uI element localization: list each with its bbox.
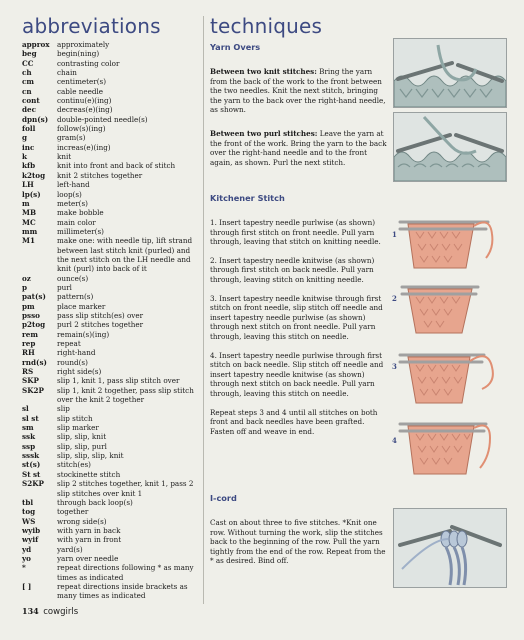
abbreviation-row — [22, 470, 198, 479]
abbreviation-meaning: repeat — [57, 339, 81, 348]
abbreviation-meaning: slip marker — [57, 423, 99, 433]
abbreviation-meaning: pattern(s) — [57, 292, 94, 302]
abbreviation-meaning: together — [57, 507, 89, 517]
abbreviation-term: SK2P — [22, 385, 44, 395]
abbreviation-meaning: slip stitch — [57, 413, 93, 423]
abbreviation-row — [22, 582, 198, 591]
abbreviation-meaning: double-pointed needle(s) — [57, 114, 148, 124]
abbreviation-row — [22, 498, 198, 507]
abbreviation-row — [22, 143, 198, 152]
abbreviation-meaning: right-hand — [57, 348, 96, 358]
abbreviation-meaning: remain(s)(ing) — [57, 329, 110, 339]
abbreviation-term: dec — [22, 105, 36, 115]
abbreviation-meaning: pass slip stitch(es) over — [57, 310, 144, 320]
abbreviations-column — [22, 14, 198, 601]
abbreviation-row — [22, 460, 198, 469]
abbreviation-row — [22, 87, 198, 96]
yarn-overs-knit-paragraph — [210, 67, 388, 115]
abbreviation-meaning: knit 2 stitches together — [57, 170, 143, 180]
abbreviation-row — [22, 535, 198, 544]
abbreviation-row — [22, 208, 198, 217]
abbreviation-meaning: slip, slip, purl — [57, 441, 107, 451]
abbreviation-term: approx — [22, 40, 50, 49]
abbreviation-row — [22, 358, 198, 367]
abbreviation-row — [22, 376, 198, 385]
abbreviation-term: lp(s) — [22, 189, 41, 199]
abbreviation-meaning: slip 2 stitches together, knit 1, pass 2 — [57, 479, 194, 489]
yarn-overs-heading: Yarn Overs — [210, 42, 261, 52]
kitchener-step-2-illustration — [398, 275, 498, 337]
abbreviation-row — [22, 367, 198, 376]
abbreviation-term — [22, 264, 57, 273]
abbreviation-term: MB — [22, 208, 37, 218]
abbreviation-row — [22, 302, 198, 311]
abbreviation-term: cont — [22, 96, 40, 106]
abbreviation-row — [22, 395, 198, 404]
abbreviation-meaning: stockinette stitch — [57, 469, 121, 479]
abbreviation-meaning: make one: with needle tip, lift strand — [57, 236, 193, 246]
abbreviation-meaning: wrong side(s) — [57, 516, 107, 526]
yarn-over-knit-illustration — [393, 38, 507, 108]
abbreviation-term: [ ] — [22, 581, 32, 591]
abbreviation-row — [22, 171, 198, 180]
abbreviation-term: pat(s) — [22, 292, 46, 302]
abbreviation-row — [22, 517, 198, 526]
yarn-overs-purl-text: Leave the yarn at the front of the work. Bring the yarn to the back over the right-hand needle and to the front again, as shown. Purl the next stitch. — [210, 128, 387, 167]
abbreviation-term: kfb — [22, 161, 36, 171]
abbreviation-row — [22, 264, 198, 273]
abbreviation-row — [22, 49, 198, 58]
abbreviation-meaning: slip 1, knit 2 together, pass slip stitch — [57, 385, 194, 395]
techniques-column — [210, 14, 506, 566]
abbreviation-term: sm — [22, 423, 34, 433]
abbreviation-term: rem — [22, 329, 38, 339]
abbreviation-term: WS — [22, 516, 36, 526]
kitchener-figure-label-1: 1 — [392, 230, 397, 239]
abbreviation-row — [22, 311, 198, 320]
kitchener-repeat: Repeat steps 3 and 4 until all stitches on both front and back needles have been grafted. Fasten off and weave in end. — [210, 407, 378, 436]
abbreviation-term — [22, 246, 57, 255]
kitchener-figure-label-4: 4 — [392, 436, 397, 445]
abbreviation-row — [22, 227, 198, 236]
abbreviation-term: mm — [22, 226, 38, 236]
abbreviation-meaning: slip, slip, knit — [57, 432, 107, 442]
abbreviation-meaning: gram(s) — [57, 133, 86, 143]
abbreviation-term: dpn(s) — [22, 114, 49, 124]
abbreviation-meaning: knit (purl) into back of it — [57, 264, 147, 274]
abbreviation-row — [22, 479, 198, 488]
abbreviation-term: tog — [22, 507, 36, 517]
abbreviation-row — [22, 573, 198, 582]
abbreviation-row — [22, 404, 198, 413]
abbreviation-meaning: yard(s) — [57, 544, 83, 554]
abbreviation-term — [22, 395, 57, 404]
abbreviation-row — [22, 292, 198, 301]
kitchener-figure-label-2: 2 — [392, 294, 397, 303]
abbreviation-term: foll — [22, 124, 36, 134]
abbreviation-term: wyib — [22, 525, 41, 535]
abbreviation-row — [22, 180, 198, 189]
abbreviation-row — [22, 339, 198, 348]
page-number: 134 — [22, 606, 39, 616]
abbreviation-row — [22, 59, 198, 68]
abbreviation-meaning: knit — [57, 152, 72, 162]
abbreviation-term: psso — [22, 310, 40, 320]
abbreviation-row — [22, 330, 198, 339]
abbreviation-meaning: over the knit 2 together — [57, 395, 145, 405]
abbreviation-meaning: knit into front and back of stitch — [57, 161, 176, 171]
abbreviation-row — [22, 68, 198, 77]
abbreviation-meaning: with yarn in front — [57, 535, 122, 545]
abbreviation-term: pm — [22, 301, 35, 311]
yarn-overs-knit-label: Between two knit stitches: — [210, 67, 317, 76]
kitchener-step-3-illustration — [398, 341, 498, 407]
abbreviation-row — [22, 218, 198, 227]
abbreviation-term: MC — [22, 217, 36, 227]
yarn-overs-purl-paragraph — [210, 129, 388, 167]
abbreviation-row — [22, 283, 198, 292]
abbreviation-term: S2KP — [22, 479, 44, 489]
abbreviation-row — [22, 40, 198, 49]
abbreviation-meaning: main color — [57, 217, 96, 227]
abbreviations-title: abbreviations — [22, 14, 161, 38]
abbreviation-row — [22, 320, 198, 329]
abbreviation-meaning: make bobble — [57, 208, 104, 218]
abbreviation-row — [22, 386, 198, 395]
abbreviation-meaning: millimeter(s) — [57, 226, 104, 236]
column-divider — [203, 16, 204, 604]
kitchener-step-1: 1. Insert tapestry needle purlwise (as shown) through first stitch on front needle. Pull yarn through, leaving that stitch on knitting needle. — [210, 218, 381, 247]
abbreviation-term: LH — [22, 180, 34, 190]
abbreviation-row — [22, 199, 198, 208]
abbreviation-row — [22, 77, 198, 86]
abbreviation-term: sssk — [22, 451, 40, 461]
abbreviation-meaning: left-hand — [57, 180, 90, 190]
abbreviation-term: ssk — [22, 432, 36, 442]
abbreviation-meaning: place marker — [57, 301, 106, 311]
abbreviation-row — [22, 255, 198, 264]
abbreviation-meaning: repeat directions following * as many — [57, 563, 194, 573]
abbreviation-meaning: through back loop(s) — [57, 497, 133, 507]
abbreviation-term: beg — [22, 49, 37, 59]
icord-text: Cast on about three to five stitches. *Knit one row. Without turning the work, slip the stitches back to the beginning of the row. Pull the yarn tightly from the end of the row. Repeat from the * as desired. Bind off. — [210, 518, 386, 566]
abbreviation-row — [22, 115, 198, 124]
abbreviation-term: ch — [22, 68, 32, 78]
abbreviation-term: St st — [22, 469, 41, 479]
abbreviation-meaning: contrasting color — [57, 58, 120, 68]
abbreviation-row — [22, 124, 198, 133]
abbreviation-meaning: many times as indicated — [57, 591, 146, 601]
abbreviation-meaning: with yarn in back — [57, 525, 121, 535]
abbreviation-meaning: centimeter(s) — [57, 77, 107, 87]
abbreviation-row — [22, 236, 198, 245]
abbreviation-row — [22, 554, 198, 563]
abbreviation-term: inc — [22, 142, 35, 152]
abbreviation-row — [22, 591, 198, 600]
abbreviation-row — [22, 545, 198, 554]
abbreviation-row — [22, 161, 198, 170]
abbreviation-row — [22, 96, 198, 105]
kitchener-step-1-illustration — [398, 206, 498, 272]
abbreviation-term — [22, 255, 57, 264]
abbreviation-meaning: slip — [57, 404, 70, 414]
abbreviation-row — [22, 274, 198, 283]
abbreviation-term: p — [22, 282, 28, 292]
abbreviation-meaning: times as indicated — [57, 572, 124, 582]
abbreviation-row — [22, 442, 198, 451]
abbreviation-meaning: round(s) — [57, 357, 88, 367]
abbreviation-meaning: stitch(es) — [57, 460, 91, 470]
abbreviation-row — [22, 423, 198, 432]
abbreviation-row — [22, 507, 198, 516]
abbreviation-meaning: loop(s) — [57, 189, 82, 199]
abbreviation-row — [22, 152, 198, 161]
abbreviation-meaning: meter(s) — [57, 198, 88, 208]
abbreviation-term: yo — [22, 553, 31, 563]
abbreviation-meaning: slip 1, knit 1, pass slip stitch over — [57, 376, 180, 386]
abbreviation-meaning: continu(e)(ing) — [57, 96, 112, 106]
kitchener-step-4: 4. Insert tapestry needle purlwise through first stitch on back needle. Slip stitch off needle and insert tapestry needle knitwise (as shown) through next stitch on back needle. Pull yarn through, leaving this stitch on needle. — [210, 350, 384, 398]
abbreviation-meaning: approximately — [57, 40, 110, 49]
abbreviation-meaning: repeat directions inside brackets as — [57, 581, 188, 591]
abbreviation-term: cn — [22, 86, 32, 96]
abbreviation-meaning: yarn over needle — [57, 553, 119, 563]
kitchener-step-4-illustration — [398, 410, 498, 478]
abbreviation-row — [22, 526, 198, 535]
abbreviation-term: M1 — [22, 236, 35, 246]
abbreviation-term — [22, 591, 57, 600]
yarn-overs-section — [210, 42, 388, 167]
abbreviation-term: oz — [22, 273, 31, 283]
abbreviation-term: CC — [22, 58, 34, 68]
techniques-title: techniques — [210, 14, 323, 38]
icord-illustration — [393, 508, 507, 588]
yarn-overs-knit-text: Bring the yarn from the back of the work to the front between the two needles. Knit the next stitch, bringing the yarn to the back over the right-hand needle, as shown. — [210, 67, 386, 115]
kitchener-step-2: 2. Insert tapestry needle knitwise (as shown) through first stitch on back needle. Pull yarn through, leaving stitch on knitting needle. — [210, 255, 375, 284]
abbreviation-term: g — [22, 133, 28, 143]
abbreviation-term: yd — [22, 544, 32, 554]
abbreviation-term: cm — [22, 77, 34, 87]
abbreviation-term: st(s) — [22, 460, 41, 470]
abbreviation-term: * — [22, 563, 26, 573]
yarn-over-purl-illustration — [393, 112, 507, 182]
abbreviation-row — [22, 414, 198, 423]
abbreviation-term: RS — [22, 367, 34, 377]
abbreviation-row — [22, 105, 198, 114]
abbreviation-meaning: follow(s)(ing) — [57, 124, 106, 134]
book-brand: cowgirls — [43, 607, 79, 617]
abbreviation-meaning: begin(ning) — [57, 49, 100, 59]
kitchener-heading: Kitchener Stitch — [210, 193, 285, 203]
kitchener-section — [210, 193, 388, 436]
abbreviation-term: ssp — [22, 441, 36, 451]
abbreviation-row — [22, 489, 198, 498]
page-footer — [22, 606, 78, 617]
abbreviation-term — [22, 573, 57, 582]
kitchener-step-3: 3. Insert tapestry needle knitwise through first stitch on front needle, slip stitch off needle and insert tapestry needle purlwise (as shown) through next stitch on front needle. Pull yarn through, leaving this stitch on needle. — [210, 293, 383, 341]
abbreviation-meaning: slip stitches over knit 1 — [57, 488, 143, 498]
abbreviation-term: RH — [22, 348, 35, 358]
kitchener-figure-label-3: 3 — [392, 362, 397, 371]
abbreviation-row — [22, 451, 198, 460]
abbreviation-term: SKP — [22, 376, 39, 386]
abbreviation-term: p2tog — [22, 320, 46, 330]
abbreviation-row — [22, 432, 198, 441]
abbreviation-row — [22, 133, 198, 142]
abbreviation-term: wyif — [22, 535, 39, 545]
icord-heading: I-cord — [210, 493, 237, 503]
abbreviation-term — [22, 489, 57, 498]
abbreviation-row — [22, 348, 198, 357]
abbreviation-term: tbl — [22, 497, 34, 507]
abbreviation-row — [22, 246, 198, 255]
abbreviation-row — [22, 190, 198, 199]
abbreviation-term: rep — [22, 339, 36, 348]
abbreviation-meaning: chain — [57, 68, 77, 78]
abbreviation-meaning: ounce(s) — [57, 273, 89, 283]
abbreviation-term: k2tog — [22, 170, 46, 180]
abbreviation-meaning: purl 2 stitches together — [57, 320, 144, 330]
abbreviation-meaning: purl — [57, 282, 72, 292]
abbreviation-term: sl — [22, 404, 29, 414]
abbreviation-term: rnd(s) — [22, 357, 47, 367]
yarn-overs-purl-label: Between two purl stitches: — [210, 128, 318, 138]
abbreviation-term: m — [22, 198, 30, 208]
abbreviation-meaning: the next stitch on the LH needle and — [57, 254, 191, 264]
abbreviations-list — [22, 40, 198, 601]
abbreviation-meaning: increas(e)(ing) — [57, 142, 111, 152]
icord-section — [210, 493, 388, 566]
abbreviation-term: k — [22, 152, 27, 162]
abbreviation-row — [22, 563, 198, 572]
abbreviation-meaning: between last stitch knit (purled) and — [57, 245, 191, 255]
abbreviation-term: sl st — [22, 413, 39, 423]
abbreviation-meaning: cable needle — [57, 86, 104, 96]
abbreviation-meaning: right side(s) — [57, 367, 102, 377]
abbreviation-meaning: decreas(e)(ing) — [57, 105, 113, 115]
abbreviation-meaning: slip, slip, slip, knit — [57, 451, 124, 461]
